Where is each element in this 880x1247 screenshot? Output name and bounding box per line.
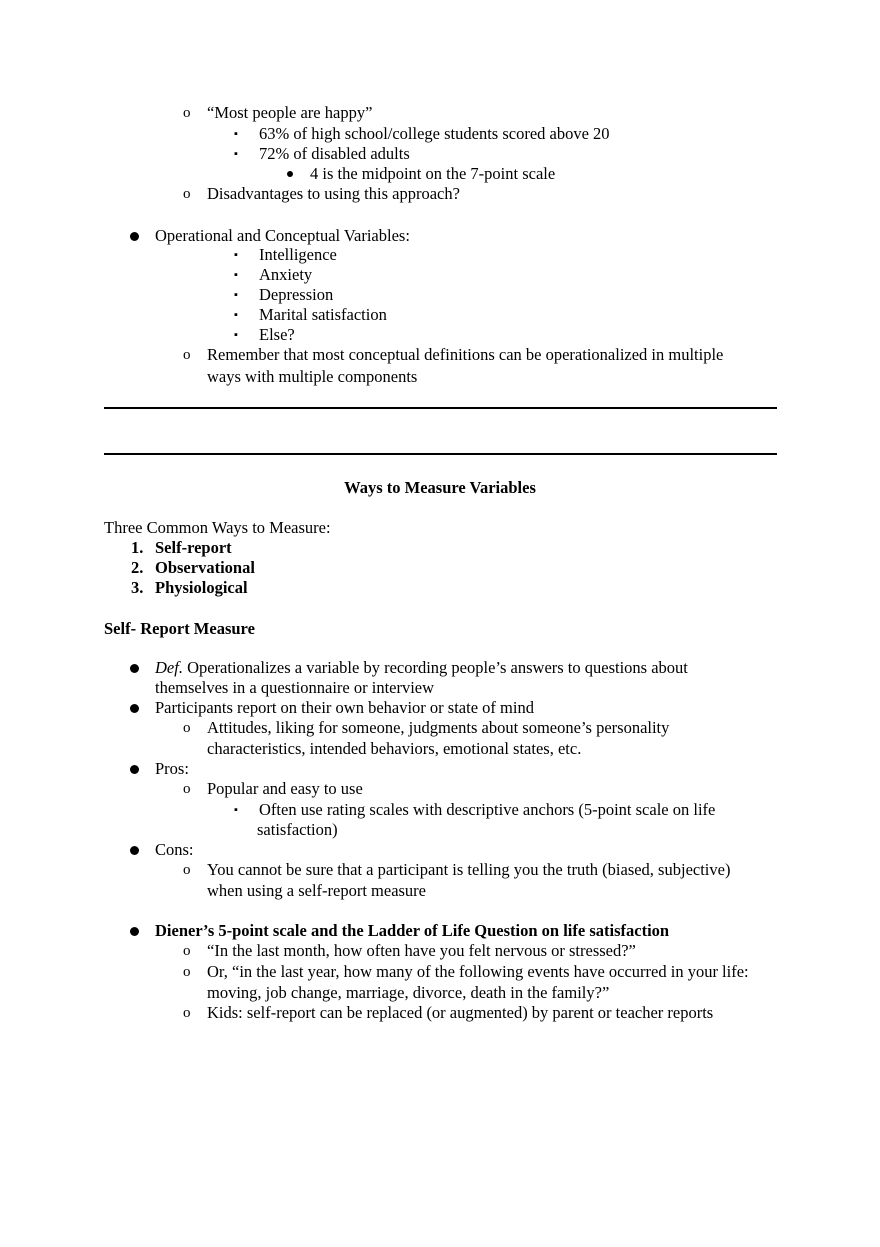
divider [104, 407, 777, 409]
way-label: Physiological [155, 578, 248, 597]
question-2-line-1: Or, “in the last year, how many of the following events have occurred in your life: [207, 962, 749, 981]
section-title: Ways to Measure Variables [344, 478, 536, 497]
variable-item: Intelligence [259, 245, 337, 264]
question-2-line-2: moving, job change, marriage, divorce, death in the family?” [207, 983, 610, 1002]
way-label: Self-report [155, 538, 232, 557]
circle-bullet-icon: o [183, 964, 191, 980]
square-bullet-icon: ▪ [234, 249, 238, 261]
midpoint-note: 4 is the midpoint on the 7-point scale [310, 164, 556, 183]
operational-heading: Operational and Conceptual Variables: [155, 226, 410, 245]
remember-line-1: Remember that most conceptual definitions can be operationalized in multiple [207, 345, 724, 364]
happy-sub-item: 63% of high school/college students scored above 20 [259, 124, 610, 143]
definition-line-2: themselves in a questionnaire or interview [155, 678, 435, 697]
remember-line-2: ways with multiple components [207, 367, 418, 386]
disadvantages-item: Disadvantages to using this approach? [207, 184, 460, 203]
bullet-icon [130, 927, 139, 936]
popular-item: Popular and easy to use [207, 779, 363, 798]
variable-item: Anxiety [259, 265, 313, 284]
square-bullet-icon: ▪ [234, 128, 238, 140]
square-bullet-icon: ▪ [234, 148, 238, 160]
square-bullet-icon: ▪ [234, 309, 238, 321]
variable-item: Depression [259, 285, 334, 304]
small-bullet-icon [287, 171, 293, 177]
circle-bullet-icon: o [183, 781, 191, 797]
bullet-icon [130, 846, 139, 855]
diener-heading: Diener’s 5-point scale and the Ladder of Life Question on life satisfaction [155, 921, 670, 940]
circle-bullet-icon: o [183, 347, 191, 363]
cons-line-2: when using a self-report measure [207, 881, 427, 900]
circle-bullet-icon: o [183, 1005, 191, 1021]
circle-bullet-icon: o [183, 105, 191, 121]
rating-line-2: satisfaction) [257, 820, 338, 839]
bullet-icon [130, 232, 139, 241]
circle-bullet-icon: o [183, 862, 191, 878]
bullet-icon [130, 765, 139, 774]
cons-label: Cons: [155, 840, 194, 859]
attitudes-line-1: Attitudes, liking for someone, judgments about someone’s personality [207, 718, 670, 737]
way-number: 2. [131, 558, 144, 577]
bullet-icon [130, 704, 139, 713]
square-bullet-icon: ▪ [234, 289, 238, 301]
circle-bullet-icon: o [183, 943, 191, 959]
variable-item: Marital satisfaction [259, 305, 387, 324]
square-bullet-icon: ▪ [234, 269, 238, 281]
cons-line-1: You cannot be sure that a participant is telling you the truth (biased, subjective) [207, 860, 731, 879]
circle-bullet-icon: o [183, 720, 191, 736]
divider [104, 453, 777, 455]
question-3: Kids: self-report can be replaced (or augmented) by parent or teacher reports [207, 1003, 714, 1022]
happy-item: “Most people are happy” [207, 103, 373, 122]
attitudes-line-2: characteristics, intended behaviors, emotional states, etc. [207, 739, 582, 758]
way-number: 3. [131, 578, 144, 597]
def-label: Def. [155, 658, 183, 677]
bullet-icon [130, 664, 139, 673]
rating-line-1: Often use rating scales with descriptive anchors (5-point scale on life [259, 800, 716, 819]
participants-item: Participants report on their own behavior or state of mind [155, 698, 534, 717]
happy-sub-item: 72% of disabled adults [259, 144, 410, 163]
pros-label: Pros: [155, 759, 189, 778]
definition-line-1 [155, 658, 688, 678]
question-1: “In the last month, how often have you felt nervous or stressed?” [207, 941, 636, 960]
way-label: Observational [155, 558, 255, 577]
variable-item: Else? [259, 325, 295, 344]
square-bullet-icon: ▪ [234, 804, 238, 816]
square-bullet-icon: ▪ [234, 329, 238, 341]
measure-intro: Three Common Ways to Measure: [104, 518, 331, 537]
self-report-heading: Self- Report Measure [104, 619, 255, 638]
way-number: 1. [131, 538, 144, 557]
circle-bullet-icon: o [183, 186, 191, 202]
def-text: Operationalizes a variable by recording people’s answers to questions about [182, 658, 688, 677]
